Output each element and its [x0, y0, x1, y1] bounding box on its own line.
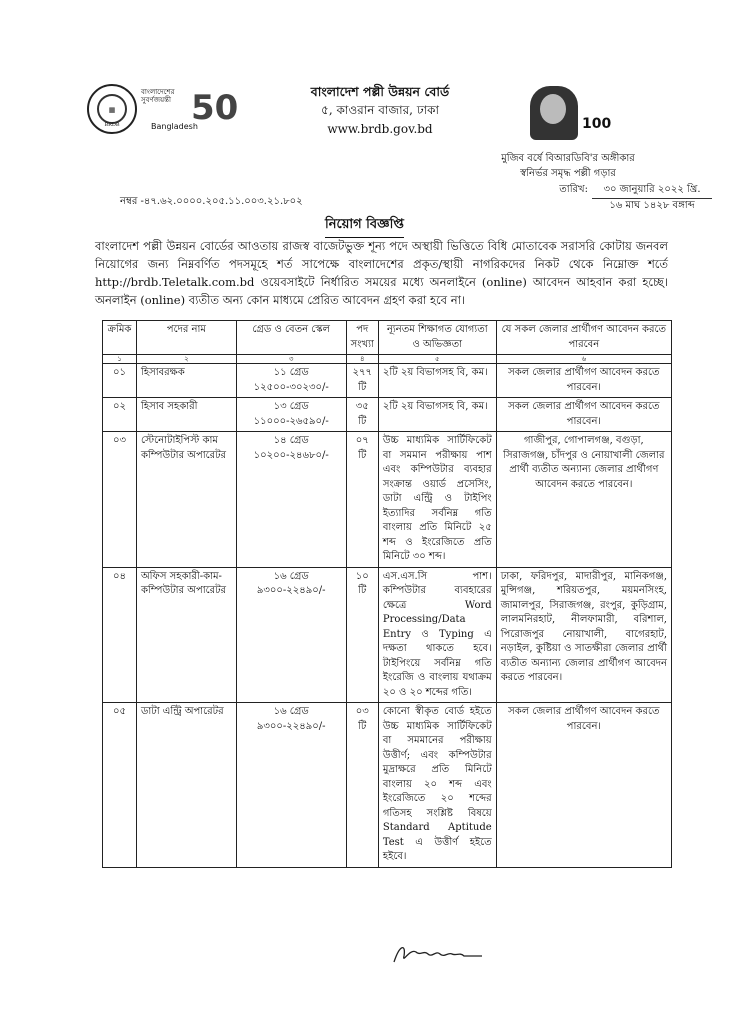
portrait-face	[540, 94, 566, 124]
index-cell: ৫	[378, 355, 496, 364]
index-cell: ৩	[236, 355, 346, 364]
slogan-line-1: মুজিব বর্ষে বিআরডিবি'র অঙ্গীকার	[501, 153, 635, 164]
header-grade: গ্রেড ও বেতন স্কেল	[236, 321, 346, 355]
date-block	[537, 182, 712, 214]
cell-grade	[236, 703, 346, 868]
index-cell: ১	[103, 355, 137, 364]
table-row	[103, 364, 672, 398]
table-index-row	[103, 355, 672, 364]
scale-text: ১০২০০-২৪৬৮০/-	[253, 449, 329, 461]
index-cell: ৬	[496, 355, 671, 364]
golden-jubilee-mark: বাংলাদেশের সুবর্ণজয়ন্তী	[141, 88, 175, 104]
grade-text: ১৪ গ্রেড	[273, 435, 309, 446]
golden-jubilee-number: 50	[191, 88, 239, 128]
table-row	[103, 398, 672, 432]
org-name: বাংলাদেশ পল্লী উন্নয়ন বোর্ড	[310, 84, 450, 99]
cell-grade	[236, 567, 346, 703]
cell-grade	[236, 432, 346, 568]
notice-intro: বাংলাদেশ পল্লী উন্নয়ন বোর্ডের আওতায় রাজস্ব বাজেটভুক্ত শূন্য পদে অস্থায়ী ভিত্তিতে বিধি মোতাবেক সরাসরি কোটায় জনবল নিয়োগের জন্য নিম্নবর্ণিত পদসমূহে শর্ত সাপেক্ষে বাংলাদেশের প্রকৃত/স্থায়ী নাগরিকদের নিকট থেকে নিম্নোক্ত শর্তে http://brdb.Teletalk.com.bd ওয়েবসাইটে নির্ধারিত সময়ের মধ্যে অনলাইনে (online) আবেদন আহবান করা হচ্ছে। অনলাইন (online) ব্যতীত অন্য কোন মাধ্যমে প্রেরিত আবেদন গ্রহণ করা হবে না।	[95, 239, 668, 307]
date-gregorian: ৩০ জানুয়ারি ২০২২ খ্রি.	[592, 182, 712, 199]
cell-grade	[236, 364, 346, 398]
header-count: পদ সংখ্যা	[346, 321, 378, 355]
header-qualification: ন্যূনতম শিক্ষাগত যোগ্যতা ও অভিজ্ঞতা	[378, 321, 496, 355]
scale-text: ৯৩০০-২২৪৯০/-	[256, 720, 326, 732]
cell-count: ২৭৭ টি	[346, 364, 378, 398]
cell-districts: সকল জেলার প্রার্থীগণ আবেদন করতে পারবেন।	[496, 364, 671, 398]
index-cell: ৪	[346, 355, 378, 364]
cell-grade	[236, 398, 346, 432]
cell-qualification: কোনো স্বীকৃত বোর্ড হইতে উচ্চ মাধ্যমিক সার্টিফিকেট বা সমমানের পরীক্ষায় উত্তীর্ণ; এবং কম্পিউটার মুদ্রাক্ষরে প্রতি মিনিটে বাংলায় ২০ শব্দ এবং ইংরেজিতে ২০ শব্দের গতিসহ সংশ্লিষ্ট বিষয়ে Standard Aptitude Test এ উত্তীর্ণ হইতে হইবে।	[378, 703, 496, 868]
cell-post: হিসাবরক্ষক	[136, 364, 236, 398]
cell-count: ৩৫ টি	[346, 398, 378, 432]
cell-serial: ০৩	[103, 432, 137, 568]
cell-count: ১০ টি	[346, 567, 378, 703]
cell-count: ০৩ টি	[346, 703, 378, 868]
slogan	[478, 151, 658, 181]
brdb-logo-emblem: ▦	[97, 94, 127, 124]
date-label: তারিখ:	[559, 184, 588, 195]
brdb-logo-caption: BRDB	[104, 122, 120, 128]
grade-text: ১৩ গ্রেড	[273, 401, 309, 412]
cell-serial: ০১	[103, 364, 137, 398]
cell-serial: ০২	[103, 398, 137, 432]
header-serial: ক্রমিক	[103, 321, 137, 355]
cell-districts: ঢাকা, ফরিদপুর, মাদারীপুর, মানিকগঞ্জ, মুন্সিগঞ্জ, শরিয়তপুর, ময়মনসিংহ, জামালপুর, সিরাজগঞ্জ, রংপুর, কুড়িগ্রাম, লালমনিরহাট, নীলফামারী, বরিশাল, পিরোজপুর নোয়াখালী, বাগেরহাট, নড়াইল, কুষ্টিয়া ও সাতক্ষীরা জেলার প্রার্থী ব্যতীত অন্যান্য জেলার প্রার্থীগণ আবেদন করতে পারবেন।	[496, 567, 671, 703]
grade-text: ১৬ গ্রেড	[273, 706, 309, 717]
letterhead	[280, 82, 480, 139]
signature	[390, 942, 490, 966]
cell-post: স্টেনোটাইপিস্ট কাম কম্পিউটার অপারেটর	[136, 432, 236, 568]
golden-jubilee-text: Bangladesh	[151, 122, 198, 131]
scale-text: ১১০০০-২৬৫৯০/-	[253, 415, 329, 427]
date-bengali: ১৬ মাঘ ১৪২৮ বঙ্গাব্দ	[609, 200, 695, 211]
cell-serial: ০৫	[103, 703, 137, 868]
cell-post: হিসাব সহকারী	[136, 398, 236, 432]
slogan-line-2: স্বনির্ভর সমৃদ্ধ পল্লী গড়ার	[520, 168, 616, 179]
table-row	[103, 703, 672, 868]
cell-districts: গাজীপুর, গোপালগঞ্জ, বগুড়া, সিরাজগঞ্জ, চাঁদপুর ও নোয়াখালী জেলার প্রার্থী ব্যতীত অন্যান্য জেলার প্রার্থীগণ আবেদন করতে পারবেন।	[496, 432, 671, 568]
brdb-logo	[87, 84, 137, 134]
table-row	[103, 567, 672, 703]
cell-qualification: উচ্চ মাধ্যমিক সার্টিফিকেট বা সমমান পরীক্ষায় পাশ এবং কম্পিউটার ব্যবহার সংক্রান্ত ওয়ার্ড প্রসেসিং, ডাটা এন্ট্রি ও টাইপিং ইত্যাদির সর্বনিম্ন গতি বাংলায় প্রতি মিনিটে ২৫ শব্দ ও ইংরেজিতে প্রতি মিনিটে ৩০ শব্দ।	[378, 432, 496, 568]
cell-districts: সকল জেলার প্রার্থীগণ আবেদন করতে পারবেন।	[496, 398, 671, 432]
table-header-row	[103, 321, 672, 355]
header-post: পদের নাম	[136, 321, 236, 355]
notice-title: নিয়োগ বিজ্ঞপ্তি	[325, 215, 404, 238]
mujib-borsho-logo	[530, 86, 640, 146]
cell-serial: ০৪	[103, 567, 137, 703]
cell-qualification: ২টি ২য় বিভাগসহ বি, কম।	[378, 364, 496, 398]
mujib-100-number: 100	[582, 116, 612, 132]
org-address: ৫, কাওরান বাজার, ঢাকা	[321, 103, 439, 117]
table-row	[103, 432, 672, 568]
grade-text: ১৬ গ্রেড	[273, 570, 309, 582]
cell-post: অফিস সহকারী-কাম-কম্পিউটার অপারেটর	[136, 567, 236, 703]
cell-post: ডাটা এন্ট্রি অপারেটর	[136, 703, 236, 868]
scale-text: ৯৩০০-২২৪৯০/-	[256, 585, 326, 596]
cell-qualification: ২টি ২য় বিভাগসহ বি, কম।	[378, 398, 496, 432]
job-table	[102, 320, 672, 868]
grade-text: ১১ গ্রেড	[273, 367, 309, 378]
cell-districts: সকল জেলার প্রার্থীগণ আবেদন করতে পারবেন।	[496, 703, 671, 868]
header-districts: যে সকল জেলার প্রার্থীগণ আবেদন করতে পারবেন	[496, 321, 671, 355]
cell-count: ০৭ টি	[346, 432, 378, 568]
org-website: www.brdb.gov.bd	[327, 122, 433, 136]
scale-text: ১২৫০০-৩০২৩০/-	[253, 381, 329, 393]
golden-jubilee-logo	[141, 80, 239, 140]
index-cell: ২	[136, 355, 236, 364]
memo-number: নম্বর -৪৭.৬২.০০০০.২০৫.১১.০০৩.২১.৮০২	[120, 196, 303, 207]
cell-qualification: এস.এস.সি পাশ। কম্পিউটার ব্যবহারের ক্ষেত্রে Word Processing/Data Entry ও Typing এ দক্ষতা থাকতে হবে। টাইপিংয়ে সর্বনিম্ন গতি ইংরেজি ও বাংলায় যথাক্রম ২০ ও ২০ শব্দের গতি।	[378, 567, 496, 703]
